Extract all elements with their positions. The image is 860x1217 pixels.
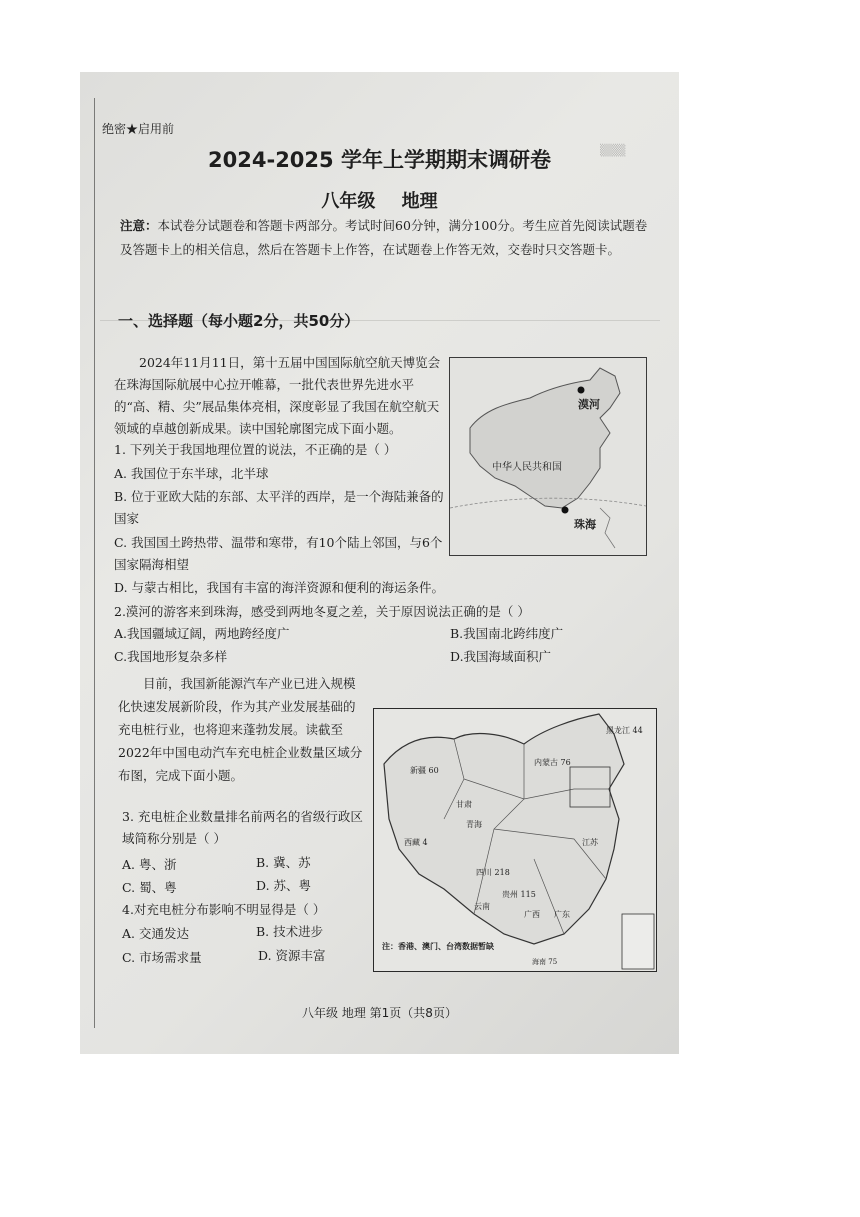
exam-page-photo	[80, 72, 679, 1054]
q4-option-d: D. 资源丰富	[258, 948, 326, 963]
q2-option-a: A.我国疆域辽阔，两地跨经度广	[114, 626, 290, 641]
q1-option-b: B. 位于亚欧大陆的东部、太平洋的西岸，是一个海陆兼备的国家	[114, 489, 444, 526]
china-outline-svg	[450, 358, 646, 555]
region-label: 青海	[466, 820, 482, 829]
mohe-dot	[578, 387, 585, 394]
map1-label-zhuhai: 珠海	[574, 518, 596, 531]
q2-option-d: D.我国海域面积广	[450, 649, 552, 664]
region-label: 贵州 115	[502, 890, 536, 899]
section1-heading: 一、选择题（每小题2分，共50分）	[118, 312, 360, 330]
region-label: 广西	[524, 910, 540, 919]
china-shape	[470, 368, 620, 508]
q2-stem: 2.漠河的游客来到珠海，感受到两地冬夏之差，关于原因说法正确的是（ ）	[114, 604, 530, 619]
region-label: 甘肃	[456, 800, 472, 809]
china-outline-map	[449, 357, 647, 556]
secret-label: 绝密★启用前	[102, 122, 175, 136]
exam-title: 2024-2025 学年上学期期末调研卷	[208, 148, 551, 172]
bleed-through-text: ▒▒▒	[600, 144, 626, 157]
region-label: 内蒙古 76	[534, 758, 571, 767]
notice-block	[120, 214, 650, 262]
page-footer: 八年级 地理 第1页（共8页）	[302, 1006, 457, 1020]
notice-text: 本试卷分试题卷和答题卡两部分。考试时间60分钟，满分100分。考生应首先阅读试题卷及答题卡上的相关信息，然后在答题卡上作答，在试题卷上作答无效，交卷时只交答题卡。	[120, 218, 648, 257]
map2-outline	[384, 714, 624, 944]
page-edge-line	[94, 98, 95, 1028]
region-label: 新疆 60	[410, 766, 439, 775]
map1-label-mohe: 漠河	[578, 398, 600, 411]
region-label: 云南	[474, 902, 490, 911]
q4-option-a: A. 交通发达	[122, 926, 189, 941]
q1-option-c: C. 我国国土跨热带、温带和寒带，有10个陆上邻国，与6个国家隔海相望	[114, 535, 443, 572]
passage2: 目前，我国新能源汽车产业已进入规模化快速发展新阶段，作为其产业发展基础的充电桩行业，也将迎来蓬勃发展。读截至2022年中国电动汽车充电桩企业数量区域分布图，完成下面小题。	[118, 676, 363, 783]
region-label: 广东	[554, 910, 570, 919]
charging-pile-map	[373, 708, 657, 972]
q3-option-c: C. 蜀、粤	[122, 880, 177, 895]
region-label: 海南 75	[532, 958, 558, 966]
q3-option-b: B. 冀、苏	[256, 855, 311, 870]
south-sea-inset	[622, 914, 654, 969]
q2-option-c: C.我国地形复杂多样	[114, 649, 228, 664]
region-label: 黑龙江 44	[606, 726, 643, 735]
region-label: 江苏	[582, 838, 598, 847]
q1-stem: 1. 下列关于我国地理位置的说法，不正确的是（ ）	[114, 442, 397, 457]
notice-label: 注意：	[120, 218, 158, 233]
q4-option-c: C. 市场需求量	[122, 950, 202, 965]
zhuhai-dot	[562, 507, 569, 514]
grade-subject: 八年级 地理	[321, 191, 438, 212]
passage1: 2024年11月11日，第十五届中国国际航空航天博览会在珠海国际航展中心拉开帷幕，一批代表世界先进水平的“高、精、尖”展品集体亮相，深度彰显了我国在航空航天领域的卓越创新成果。读中国轮廓图完成下面小题。	[114, 355, 441, 436]
coast-line	[600, 508, 615, 548]
region-label: 西藏 4	[404, 838, 428, 847]
q1-option-a: A. 我国位于东半球，北半球	[114, 466, 269, 481]
map2-note: 注：香港、澳门、台湾数据暂缺	[382, 941, 494, 951]
map1-label-country: 中华人民共和国	[492, 462, 562, 473]
q4-stem: 4.对充电桩分布影响不明显得是（ ）	[122, 902, 326, 917]
q3-option-a: A. 粤、浙	[122, 857, 177, 872]
q1-option-d: D. 与蒙古相比，我国有丰富的海洋资源和便利的海运条件。	[114, 580, 445, 595]
q4-option-b: B. 技术进步	[256, 924, 324, 939]
q3-stem: 3. 充电桩企业数量排名前两名的省级行政区域简称分别是（ ）	[122, 809, 363, 846]
q3-option-d: D. 苏、粤	[256, 878, 312, 893]
q2-option-b: B.我国南北跨纬度广	[450, 626, 564, 641]
region-label: 四川 218	[476, 868, 510, 877]
